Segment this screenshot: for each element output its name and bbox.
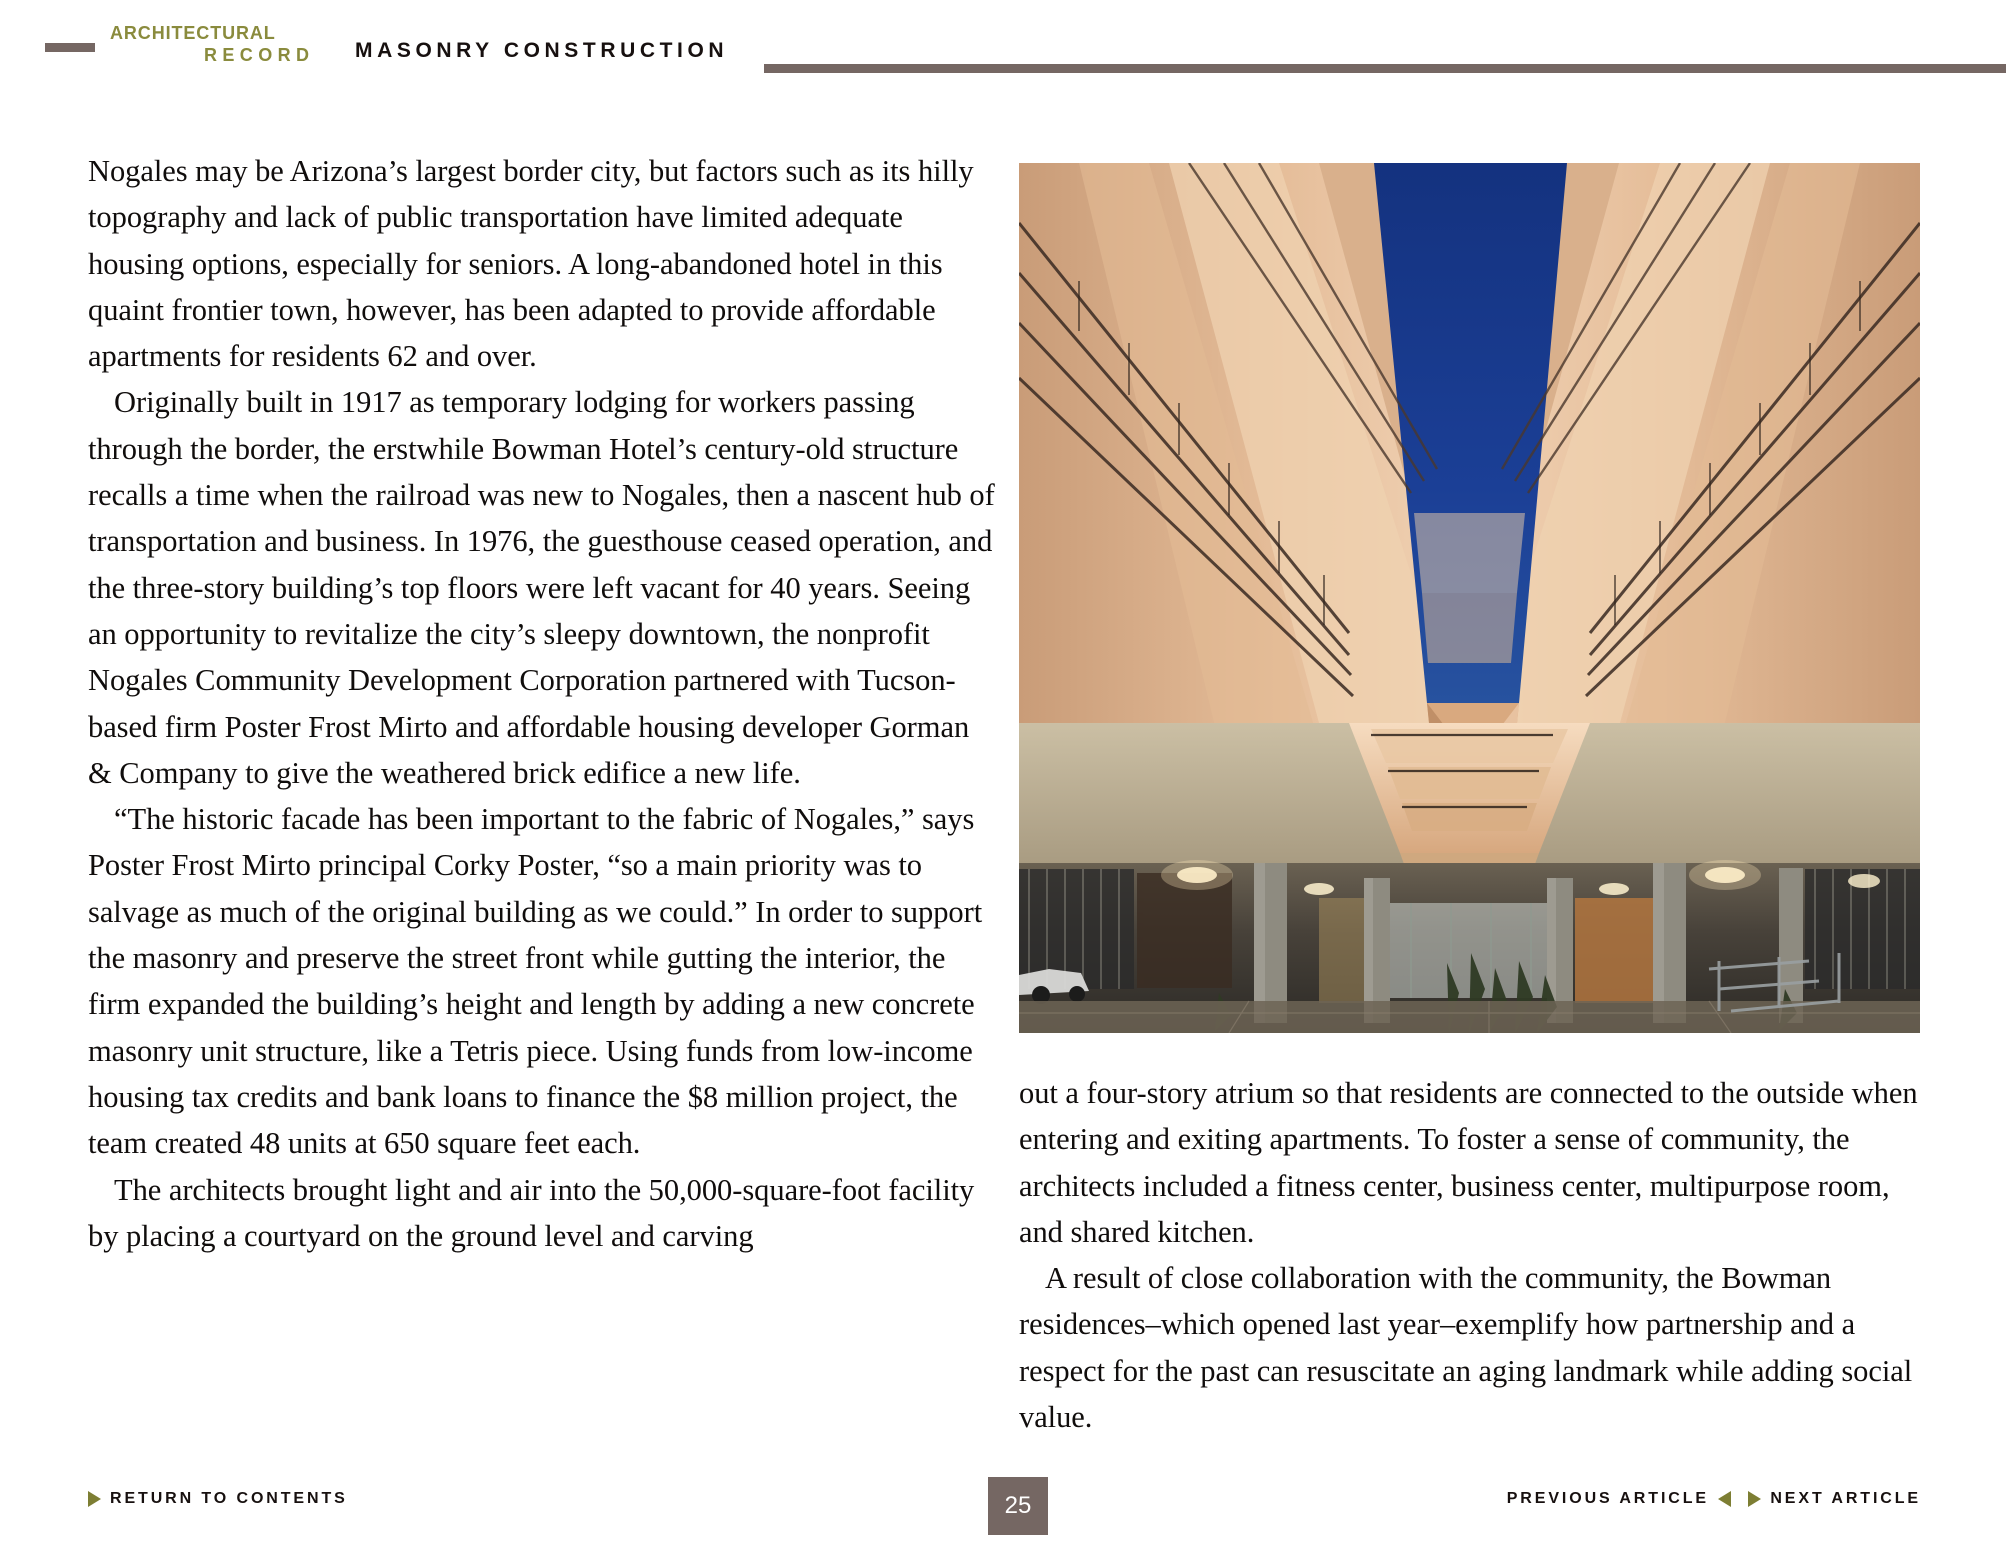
page-number-badge: 25 (988, 1477, 1048, 1535)
previous-article-label: PREVIOUS ARTICLE (1506, 1490, 1709, 1507)
paragraph: out a four-story atrium so that residents are connected to the outside when entering and exiting apartments. To foster a sense of community, the architects included a fitness center, business center, multipurpose room, and shared kitchen. (1019, 1076, 1918, 1249)
right-text-column (1019, 1070, 1919, 1440)
paragraph: “The historic facade has been important to the fabric of Nogales,” says Poster Frost Mirto principal Corky Poster, “so a main priority was to salvage as much of the original building as we could.” In order to support the masonry and preserve the street front while gutting the interior, the firm expanded the building’s height and length by adding a new concrete masonry unit structure, like a Tetris piece. Using funds from low-income housing tax credits and bank loans to finance the $8 million project, the team created 48 units at 650 square feet each. (88, 802, 983, 1161)
left-text-column (88, 148, 998, 1259)
masthead-rule-right (764, 64, 2006, 73)
return-to-contents-label: RETURN TO CONTENTS (110, 1490, 348, 1507)
logo-line-record: RECORD (204, 45, 315, 65)
next-article-label: NEXT ARTICLE (1770, 1490, 1921, 1507)
atrium-photograph-graphic (1019, 163, 1920, 1033)
paragraph: The architects brought light and air into the 50,000-square-foot facility by placing a courtyard on the ground level and carving (88, 1172, 975, 1253)
logo-line-architectural: ARCHITECTURAL (110, 23, 276, 43)
masthead (0, 24, 2006, 72)
paragraph: Nogales may be Arizona’s largest border city, but factors such as its hilly topography and lack of public transportation have limited adequate housing options, especially for seniors. A long-abandoned hotel in this quaint frontier town, however, has been adapted to provide affordable apartments for residents 62 and over. (88, 154, 974, 374)
triangle-left-icon (1718, 1491, 1731, 1507)
triangle-right-icon (1748, 1491, 1761, 1507)
paragraph: A result of close collaboration with the community, the Bowman residences–which opened last year–exemplify how partnership and a respect for the past can resuscitate an aging landmark while adding social value. (1019, 1261, 1913, 1435)
return-to-contents-link[interactable] (88, 1490, 348, 1508)
section-title: MASONRY CONSTRUCTION (355, 39, 729, 62)
paragraph: Originally built in 1917 as temporary lodging for workers passing through the border, the erstwhile Bowman Hotel’s century-old structure recalls a time when the railroad was new to Nogales, then a nascent hub of transportation and business. In 1976, the guesthouse ceased operation, and the three-story building’s top floors were left vacant for 40 years. Seeing an opportunity to revitalize the city’s sleepy downtown, the nonprofit Nogales Community Development Corporation partnered with Tucson-based firm Poster Frost Mirto and affordable housing developer Gorman & Company to give the weathered brick edifice a new life. (88, 385, 995, 790)
architectural-record-logo (110, 23, 315, 70)
next-article-link[interactable] (1748, 1490, 1921, 1508)
triangle-right-icon (88, 1491, 101, 1507)
atrium-photograph (1019, 163, 1920, 1033)
previous-article-link[interactable] (1507, 1490, 1731, 1508)
masthead-rule-left (45, 43, 95, 52)
